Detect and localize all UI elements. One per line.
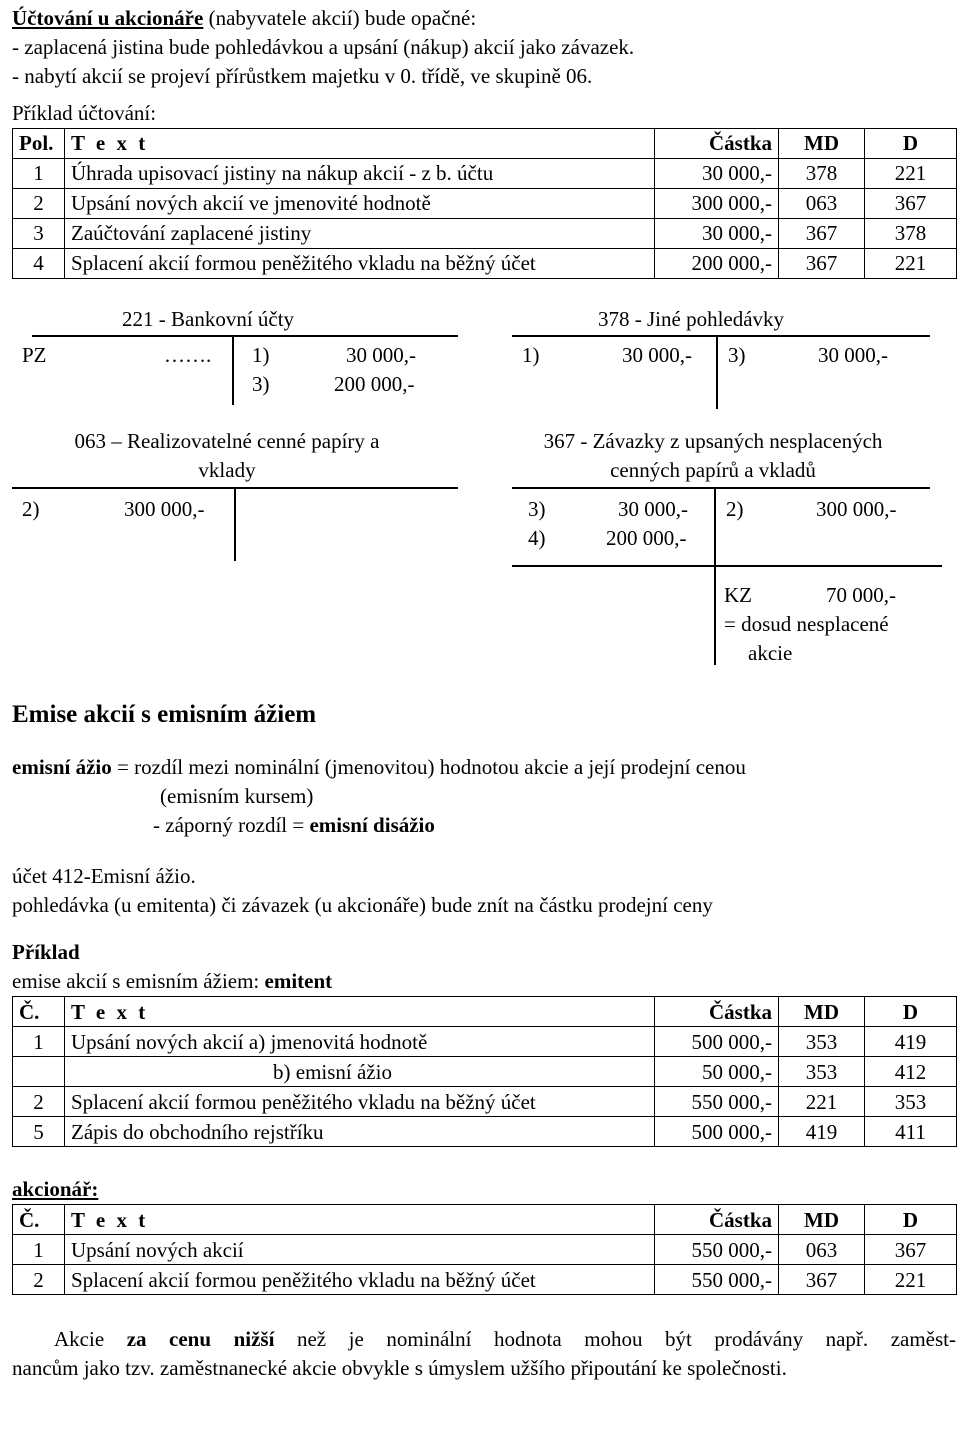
cell-d: 367 — [865, 1235, 957, 1265]
cell-md: 367 — [779, 248, 865, 278]
cell-amount: 200 000,- — [655, 248, 779, 278]
header-md: MD — [779, 128, 865, 158]
table-row — [13, 218, 957, 248]
header-d: D — [865, 1205, 957, 1235]
t-account-367-kz-note1: = dosud nesplacené — [724, 611, 889, 636]
cell-md: 367 — [779, 218, 865, 248]
cell-no: 2 — [13, 1265, 65, 1295]
cell-amount: 300 000,- — [655, 188, 779, 218]
cell-text: Úhrada upisovací jistiny na nákup akcií - z b. účtu — [65, 158, 655, 188]
intro-line-1: - zaplacená jistina bude pohledávkou a upsání (nákup) akcií jako závazek. — [12, 34, 635, 59]
agio-heading: Emise akcií s emisním ážiem — [12, 700, 317, 728]
t-account-367-cr1-label: 2) — [726, 496, 744, 521]
closing-paragraph — [12, 1325, 956, 1383]
cell-text: Splacení akcií formou peněžitého vkladu na běžný účet — [65, 1087, 655, 1117]
t-account-367-cr1-value: 300 000,- — [816, 496, 897, 521]
header-d: D — [865, 997, 957, 1027]
t-account-378-vline — [716, 335, 718, 409]
t-account-367-vline — [714, 487, 716, 665]
t-account-367-dr1-label: 3) — [528, 496, 546, 521]
cell-md: 419 — [779, 1117, 865, 1147]
cell-text: Upsání nových akcií a) jmenovitá hodnotě — [65, 1027, 655, 1057]
document-page — [12, 4, 956, 1383]
cell-text: Splacení akcií formou peněžitého vkladu na běžný účet — [65, 248, 655, 278]
cell-d: 221 — [865, 158, 957, 188]
cell-d: 412 — [865, 1057, 957, 1087]
cell-d: 367 — [865, 188, 957, 218]
table-row — [13, 1235, 957, 1265]
example-subheading — [12, 967, 956, 996]
table-row — [13, 1057, 957, 1087]
cell-no: 4 — [13, 248, 65, 278]
table-row — [13, 1087, 957, 1117]
t-account-221-pz: PZ — [22, 342, 47, 367]
cell-no — [13, 1057, 65, 1087]
cell-text: Upsání nových akcií — [65, 1235, 655, 1265]
agio-definition-line2: (emisním kursem) — [160, 784, 314, 809]
t-account-378-title: 378 - Jiné pohledávky — [598, 306, 785, 331]
t-account-221-cr2-value: 200 000,- — [334, 371, 415, 396]
t-account-367-title — [512, 427, 914, 485]
posting-table-3 — [12, 1204, 957, 1295]
cell-md: 063 — [779, 1235, 865, 1265]
t-account-221-vline — [232, 335, 234, 405]
t-account-063-dr1-label: 2) — [22, 496, 40, 521]
table-row — [13, 158, 957, 188]
header-text: T e x t — [65, 997, 655, 1027]
t-account-378-cr1-label: 3) — [728, 342, 746, 367]
cell-md: 353 — [779, 1057, 865, 1087]
cell-amount: 30 000,- — [655, 218, 779, 248]
header-no: Č. — [13, 997, 65, 1027]
cell-no: 1 — [13, 158, 65, 188]
closing-text-a: Akcie — [54, 1327, 127, 1352]
cell-no: 5 — [13, 1117, 65, 1147]
t-account-221-cr2-label: 3) — [252, 371, 270, 396]
cell-md: 221 — [779, 1087, 865, 1117]
agio-receivable-line: pohledávka (u emitenta) či závazek (u akcionáře) bude znít na částku prodejní ceny — [12, 893, 713, 918]
t-account-367-closing-line — [512, 565, 942, 567]
t-account-221-title: 221 - Bankovní účty — [122, 306, 295, 331]
cell-d: 378 — [865, 218, 957, 248]
example-subheading-bold: emitent — [264, 969, 333, 994]
closing-text-c: než je nominální hodnota mohou být prodávány např. zaměst- — [274, 1327, 956, 1352]
t-account-367-title-line2: cenných papírů a vkladů — [610, 457, 816, 482]
t-account-378-dr1-value: 30 000,- — [622, 342, 692, 367]
t-account-063-dr1-value: 300 000,- — [124, 496, 205, 521]
example-subheading-text: emise akcií s emisním ážiem: — [12, 969, 265, 994]
cell-text: Zápis do obchodního rejstříku — [65, 1117, 655, 1147]
disagio-term: emisní disážio — [309, 813, 435, 838]
t-account-221-hline — [32, 335, 458, 337]
table-row — [13, 1265, 957, 1295]
agio-term: emisní ážio — [12, 755, 112, 780]
agio-definition-rest: = rozdíl mezi nominální (jmenovitou) hodnotou akcie a její prodejní cenou — [111, 755, 746, 780]
t-account-367-kz-value: 70 000,- — [826, 582, 896, 607]
closing-line-1 — [12, 1325, 956, 1354]
header-pol: Pol. — [13, 128, 65, 158]
cell-md: 063 — [779, 188, 865, 218]
cell-no: 3 — [13, 218, 65, 248]
t-account-063-vline — [234, 487, 236, 561]
t-account-378-dr1-label: 1) — [522, 342, 540, 367]
table-header-row — [13, 128, 957, 158]
header-amount: Částka — [655, 128, 779, 158]
t-account-221-cr1-label: 1) — [252, 342, 270, 367]
cell-amount: 30 000,- — [655, 158, 779, 188]
disagio-prefix: - záporný rozdíl = — [153, 813, 310, 838]
cell-text: b) emisní ážio — [65, 1057, 655, 1087]
cell-no: 2 — [13, 188, 65, 218]
example-label: Příklad účtování: — [12, 100, 157, 125]
t-account-063-title — [32, 427, 422, 485]
intro-title-bold: Účtování u akcionáře — [12, 6, 204, 30]
t-account-367-title-line1: 367 - Závazky z upsaných nesplacených — [543, 428, 883, 453]
table-header-row — [13, 997, 957, 1027]
cell-d: 221 — [865, 248, 957, 278]
cell-text: Zaúčtování zaplacené jistiny — [65, 218, 655, 248]
posting-table-2 — [12, 996, 957, 1147]
header-amount: Částka — [655, 1205, 779, 1235]
table-row — [13, 1027, 957, 1057]
cell-text: Upsání nových akcií ve jmenovité hodnotě — [65, 188, 655, 218]
cell-md: 378 — [779, 158, 865, 188]
header-text: T e x t — [65, 128, 655, 158]
intro-line-2: - nabytí akcií se projeví přírůstkem majetku v 0. třídě, ve skupině 06. — [12, 63, 593, 88]
cell-d: 411 — [865, 1117, 957, 1147]
cell-amount: 550 000,- — [655, 1087, 779, 1117]
t-account-367-dr1-value: 30 000,- — [618, 496, 688, 521]
t-account-367-kz-note2: akcie — [748, 640, 793, 665]
cell-text: Splacení akcií formou peněžitého vkladu na běžný účet — [65, 1265, 655, 1295]
closing-line-2: nancům jako tzv. zaměstnanecké akcie obvykle s úmyslem užšího připoutání ke společnosti. — [12, 1356, 787, 1381]
cell-no: 2 — [13, 1087, 65, 1117]
cell-amount: 550 000,- — [655, 1265, 779, 1295]
header-text: T e x t — [65, 1205, 655, 1235]
agio-definition-line3 — [12, 811, 956, 840]
cell-md: 353 — [779, 1027, 865, 1057]
cell-amount: 550 000,- — [655, 1235, 779, 1265]
example-heading: Příklad — [12, 940, 80, 965]
agio-definition — [12, 753, 956, 782]
table-row — [13, 1117, 957, 1147]
t-account-378-cr1-value: 30 000,- — [818, 342, 888, 367]
header-md: MD — [779, 997, 865, 1027]
t-account-063-title-line2: vklady — [198, 457, 256, 482]
t-account-367-kz-label: KZ — [724, 582, 752, 607]
header-amount: Částka — [655, 997, 779, 1027]
t-account-221-cr1-value: 30 000,- — [346, 342, 416, 367]
intro-title — [12, 4, 956, 33]
t-account-221-dots: ……. — [164, 342, 212, 367]
cell-d: 221 — [865, 1265, 957, 1295]
cell-amount: 50 000,- — [655, 1057, 779, 1087]
table-row — [13, 188, 957, 218]
t-account-378-hline — [512, 335, 930, 337]
shareholder-heading: akcionář: — [12, 1177, 99, 1202]
header-d: D — [865, 128, 957, 158]
posting-table-1 — [12, 128, 957, 279]
table-row — [13, 248, 957, 278]
cell-no: 1 — [13, 1027, 65, 1057]
header-no: Č. — [13, 1205, 65, 1235]
t-account-367-dr2-label: 4) — [528, 525, 546, 550]
t-account-367-dr2-value: 200 000,- — [606, 525, 687, 550]
cell-d: 353 — [865, 1087, 957, 1117]
t-account-367-hline — [512, 487, 930, 489]
t-account-063-title-line1: 063 – Realizovatelné cenné papíry a — [74, 428, 380, 453]
intro-title-rest: (nabyvatele akcií) bude opačné: — [203, 6, 477, 30]
cell-amount: 500 000,- — [655, 1117, 779, 1147]
agio-account-line: účet 412-Emisní ážio. — [12, 864, 196, 889]
cell-d: 419 — [865, 1027, 957, 1057]
header-md: MD — [779, 1205, 865, 1235]
t-accounts-area — [12, 279, 956, 699]
cell-md: 367 — [779, 1265, 865, 1295]
closing-emphasis: za cenu nižší — [126, 1327, 275, 1352]
cell-no: 1 — [13, 1235, 65, 1265]
cell-amount: 500 000,- — [655, 1027, 779, 1057]
table-header-row — [13, 1205, 957, 1235]
